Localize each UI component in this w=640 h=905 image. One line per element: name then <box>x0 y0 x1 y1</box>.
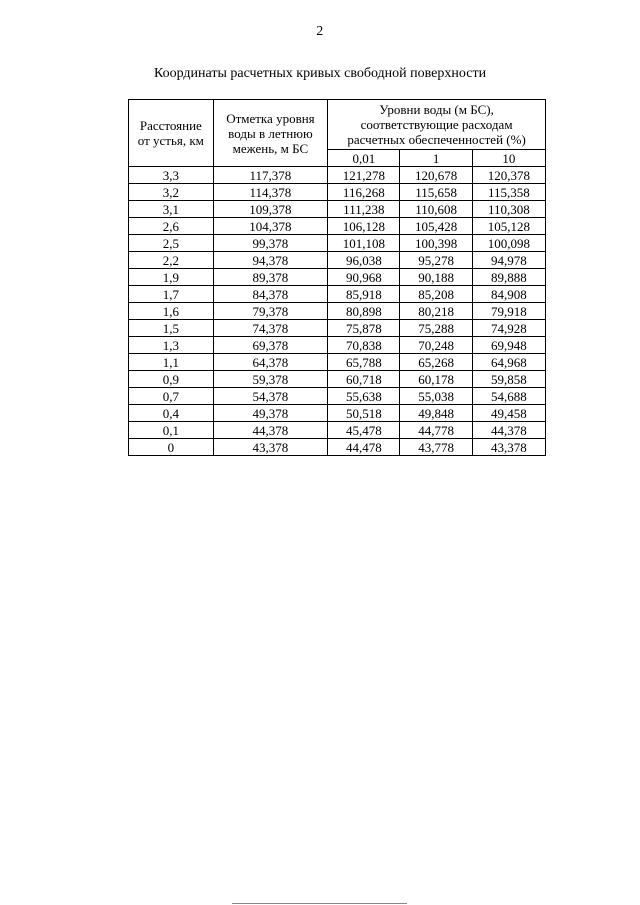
table-row <box>129 405 546 422</box>
distance-cell: 1,6 <box>129 303 214 320</box>
summer-mark-cell: 109,378 <box>213 201 328 218</box>
level-10-cell: 100,098 <box>472 235 545 252</box>
level-0-01-cell: 50,518 <box>328 405 400 422</box>
table-row <box>129 439 546 456</box>
level-1-cell: 105,428 <box>400 218 472 235</box>
distance-cell: 0,1 <box>129 422 214 439</box>
distance-cell: 0,4 <box>129 405 214 422</box>
level-1-cell: 90,188 <box>400 269 472 286</box>
level-1-cell: 55,038 <box>400 388 472 405</box>
level-0-01-cell: 70,838 <box>328 337 400 354</box>
distance-cell: 1,1 <box>129 354 214 371</box>
summer-mark-cell: 99,378 <box>213 235 328 252</box>
summer-mark-cell: 64,378 <box>213 354 328 371</box>
table-row <box>129 354 546 371</box>
level-0-01-cell: 55,638 <box>328 388 400 405</box>
summer-mark-cell: 44,378 <box>213 422 328 439</box>
distance-cell: 3,1 <box>129 201 214 218</box>
level-1-cell: 49,848 <box>400 405 472 422</box>
level-1-cell: 43,778 <box>400 439 472 456</box>
level-1-cell: 110,608 <box>400 201 472 218</box>
distance-cell: 2,6 <box>129 218 214 235</box>
level-0-01-cell: 65,788 <box>328 354 400 371</box>
table-row <box>129 167 546 184</box>
table-row <box>129 269 546 286</box>
distance-cell: 2,5 <box>129 235 214 252</box>
level-0-01-cell: 80,898 <box>328 303 400 320</box>
summer-mark-cell: 69,378 <box>213 337 328 354</box>
level-0-01-cell: 121,278 <box>328 167 400 184</box>
header-summer-mark: Отметка уровня воды в летнюю межень, м БС <box>213 100 328 167</box>
level-0-01-cell: 106,128 <box>328 218 400 235</box>
level-0-01-cell: 75,878 <box>328 320 400 337</box>
header-distance: Расстояние от устья, км <box>129 100 214 167</box>
table-row <box>129 388 546 405</box>
level-1-cell: 65,268 <box>400 354 472 371</box>
header-probability-0-01: 0,01 <box>328 150 400 167</box>
table-row <box>129 422 546 439</box>
table-row <box>129 303 546 320</box>
table-row <box>129 184 546 201</box>
level-1-cell: 115,658 <box>400 184 472 201</box>
level-0-01-cell: 116,268 <box>328 184 400 201</box>
page-number: 2 <box>316 24 324 39</box>
table-row <box>129 371 546 388</box>
summer-mark-cell: 94,378 <box>213 252 328 269</box>
summer-mark-cell: 54,378 <box>213 388 328 405</box>
level-0-01-cell: 111,238 <box>328 201 400 218</box>
level-1-cell: 80,218 <box>400 303 472 320</box>
level-10-cell: 115,358 <box>472 184 545 201</box>
distance-cell: 1,9 <box>129 269 214 286</box>
summer-mark-cell: 89,378 <box>213 269 328 286</box>
summer-mark-cell: 74,378 <box>213 320 328 337</box>
summer-mark-cell: 59,378 <box>213 371 328 388</box>
distance-cell: 1,7 <box>129 286 214 303</box>
table-row <box>129 201 546 218</box>
header-water-levels: Уровни воды (м БС), соответствующие расходам расчетных обеспеченностей (%) <box>328 100 546 150</box>
level-1-cell: 85,208 <box>400 286 472 303</box>
level-10-cell: 54,688 <box>472 388 545 405</box>
distance-cell: 1,5 <box>129 320 214 337</box>
level-10-cell: 43,378 <box>472 439 545 456</box>
level-1-cell: 70,248 <box>400 337 472 354</box>
level-10-cell: 89,888 <box>472 269 545 286</box>
level-0-01-cell: 60,718 <box>328 371 400 388</box>
level-0-01-cell: 44,478 <box>328 439 400 456</box>
document-title: Координаты расчетных кривых свободной поверхности <box>153 66 487 81</box>
level-10-cell: 64,968 <box>472 354 545 371</box>
level-10-cell: 49,458 <box>472 405 545 422</box>
distance-cell: 0,7 <box>129 388 214 405</box>
table-row <box>129 218 546 235</box>
level-10-cell: 105,128 <box>472 218 545 235</box>
level-0-01-cell: 96,038 <box>328 252 400 269</box>
distance-cell: 1,3 <box>129 337 214 354</box>
level-1-cell: 100,398 <box>400 235 472 252</box>
level-1-cell: 95,278 <box>400 252 472 269</box>
level-10-cell: 84,908 <box>472 286 545 303</box>
level-0-01-cell: 101,108 <box>328 235 400 252</box>
level-1-cell: 75,288 <box>400 320 472 337</box>
table-row <box>129 320 546 337</box>
table-row <box>129 286 546 303</box>
level-1-cell: 44,778 <box>400 422 472 439</box>
table-body <box>129 167 546 456</box>
summer-mark-cell: 117,378 <box>213 167 328 184</box>
level-0-01-cell: 45,478 <box>328 422 400 439</box>
level-10-cell: 94,978 <box>472 252 545 269</box>
summer-mark-cell: 43,378 <box>213 439 328 456</box>
level-0-01-cell: 85,918 <box>328 286 400 303</box>
header-probability-10: 10 <box>472 150 545 167</box>
table-row <box>129 337 546 354</box>
distance-cell: 3,3 <box>129 167 214 184</box>
level-10-cell: 110,308 <box>472 201 545 218</box>
level-10-cell: 79,918 <box>472 303 545 320</box>
table-row <box>129 235 546 252</box>
distance-cell: 2,2 <box>129 252 214 269</box>
distance-cell: 0,9 <box>129 371 214 388</box>
summer-mark-cell: 114,378 <box>213 184 328 201</box>
level-1-cell: 60,178 <box>400 371 472 388</box>
level-10-cell: 44,378 <box>472 422 545 439</box>
bottom-scan-edge <box>232 903 407 904</box>
summer-mark-cell: 104,378 <box>213 218 328 235</box>
distance-cell: 0 <box>129 439 214 456</box>
level-10-cell: 120,378 <box>472 167 545 184</box>
level-1-cell: 120,678 <box>400 167 472 184</box>
summer-mark-cell: 79,378 <box>213 303 328 320</box>
header-probability-1: 1 <box>400 150 472 167</box>
table-header-row <box>129 100 546 150</box>
level-0-01-cell: 90,968 <box>328 269 400 286</box>
summer-mark-cell: 84,378 <box>213 286 328 303</box>
distance-cell: 3,2 <box>129 184 214 201</box>
table-row <box>129 252 546 269</box>
level-10-cell: 59,858 <box>472 371 545 388</box>
level-10-cell: 69,948 <box>472 337 545 354</box>
level-10-cell: 74,928 <box>472 320 545 337</box>
summer-mark-cell: 49,378 <box>213 405 328 422</box>
water-levels-table <box>128 99 546 456</box>
